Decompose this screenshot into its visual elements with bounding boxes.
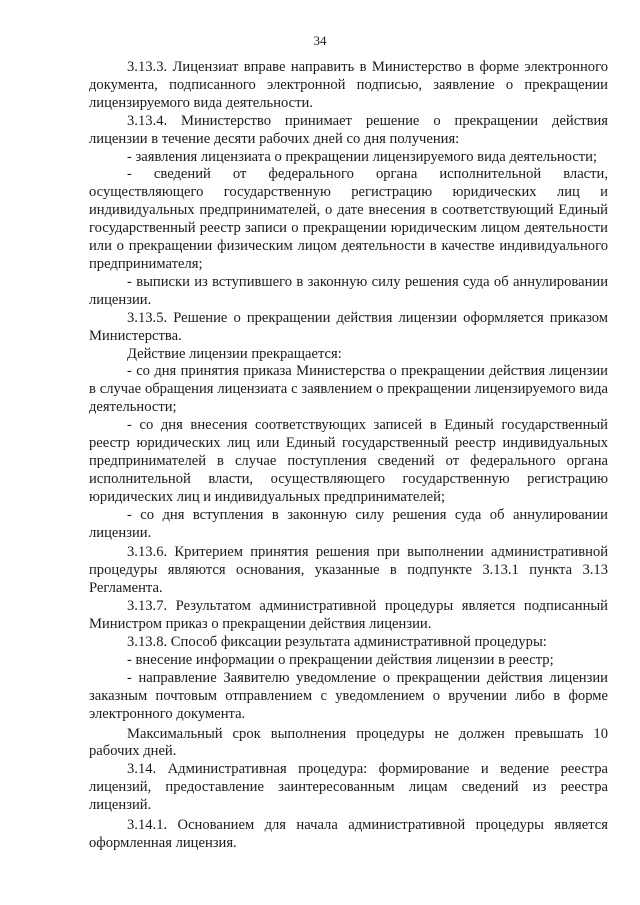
paragraph-3-14: 3.14. Административная процедура: формирование и ведение реестра лицензий, предоставление заинтересованным лицам сведений из реестра лицензий.: [89, 761, 608, 814]
paragraph-3-13-8: 3.13.8. Способ фиксации результата административной процедуры:: [127, 634, 547, 650]
paragraph-3-13-5: 3.13.5. Решение о прекращении действия лицензии оформляется приказом Министерства.: [89, 309, 608, 344]
page-number: 34: [313, 33, 327, 48]
list-item: - направление Заявителю уведомление о прекращении действия лицензии заказным почтовым отправлением с уведомлением о вручении либо в форме электронного документа.: [89, 669, 608, 722]
list-item: - заявления лицензиата о прекращении лицензируемого вида деятельности;: [127, 148, 598, 165]
paragraph-3-13-6: 3.13.6. Критерием принятия решения при выполнении административной процедуры являются основания, указанные в подпункте 3.13.1 пункта 3.13 Регламента.: [89, 544, 608, 597]
paragraph-3-13-7: 3.13.7. Результатом административной процедуры является подписанный Министром приказ о прекращении действия лицензии.: [89, 598, 608, 633]
paragraph-termination-intro: Действие лицензии прекращается:: [127, 345, 342, 362]
paragraph-3-13-4: 3.13.4. Министерство принимает решение о прекращении действия лицензии в течение десяти рабочих дней со дня получения:: [89, 112, 608, 147]
list-item: - выписки из вступившего в законную силу решения суда об аннулировании лицензии.: [89, 273, 608, 308]
list-item: - сведений от федерального органа исполнительной власти, осуществляющего государственную регистрацию юридических лиц и индивидуальных предпринимателей, о дате внесения в соответствующий Единый государственный реестр записи о прекращении юридическим лицом деятельности или о прекращении физическим лицом деятельности в качестве индивидуального предпринимателя;: [89, 166, 608, 272]
list-item: - со дня вступления в законную силу решения суда об аннулировании лицензии.: [89, 506, 608, 541]
list-item: - со дня принятия приказа Министерства о прекращении действия лицензии в случае обращения лицензиата с заявлением о прекращении лицензируемого вида деятельности;: [89, 363, 608, 416]
document-body: [89, 59, 608, 853]
list-item: - внесение информации о прекращении действия лицензии в реестр;: [127, 651, 554, 668]
paragraph-3-14-1: 3.14.1. Основанием для начала административной процедуры является оформленная лицензия.: [89, 817, 608, 851]
list-item: - со дня внесения соответствующих записей в Единый государственный реестр юридических лиц или Единый государственный реестр индивидуальных предпринимателей в случае поступления сведений от федерального органа исполнительной власти, осуществляющего государственную регистрацию юридических лиц и индивидуальных предпринимателей;: [89, 417, 608, 505]
paragraph-max-term: Максимальный срок выполнения процедуры не должен превышать 10 рабочих дней.: [89, 725, 608, 760]
paragraph-3-13-3: 3.13.3. Лицензиат вправе направить в Министерство в форме электронного документа, подписанного электронной подписью, заявление о прекращении лицензируемого вида деятельности.: [89, 59, 608, 111]
